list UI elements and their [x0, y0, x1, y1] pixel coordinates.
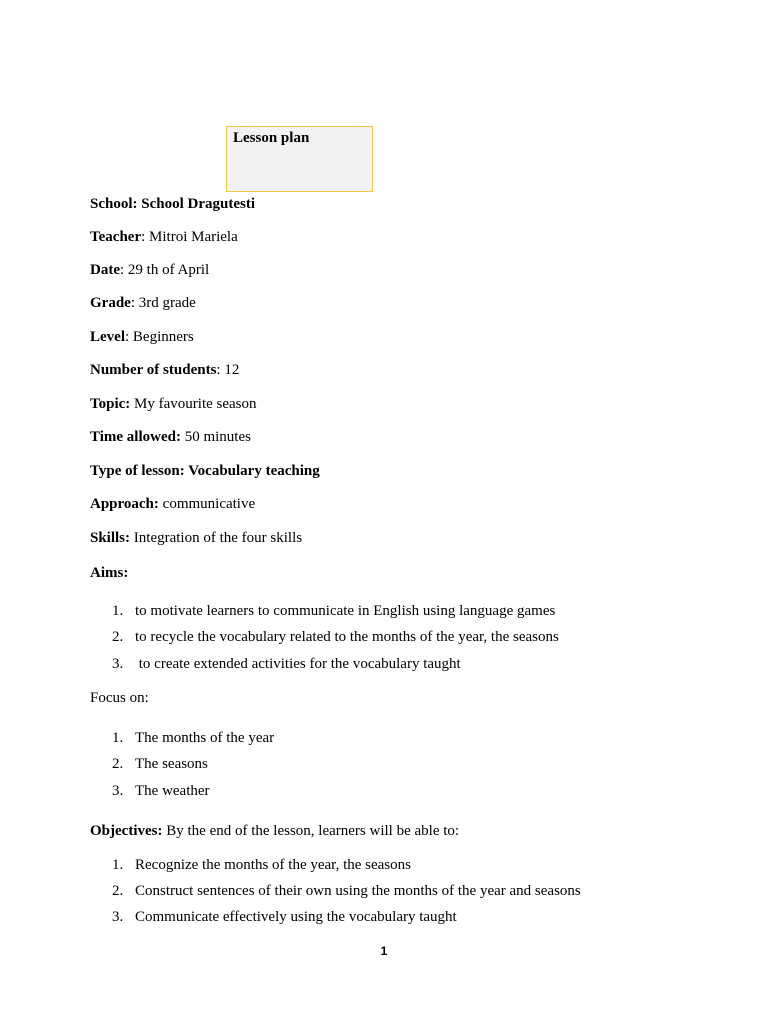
grade-label: Grade — [90, 295, 131, 311]
time-field — [90, 428, 251, 446]
level-label: Level — [90, 329, 125, 345]
approach-label: Approach: — [90, 496, 159, 512]
date-value: : 29 th of April — [120, 262, 210, 278]
topic-value: My favourite season — [130, 396, 257, 412]
topic-label: Topic: — [90, 396, 131, 412]
list-text: Recognize the months of the year, the seasons — [135, 857, 411, 873]
list-number: 1. — [112, 857, 124, 873]
list-text: The months of the year — [135, 730, 275, 746]
teacher-label: Teacher — [90, 229, 142, 245]
list-number: 3. — [112, 909, 124, 925]
list-number: 2. — [112, 883, 124, 899]
aims-heading: Aims: — [90, 565, 129, 581]
list-number: 2. — [112, 756, 124, 772]
level-field — [90, 328, 194, 346]
list-text: Communicate effectively using the vocabulary taught — [135, 909, 457, 925]
date-field — [90, 261, 209, 279]
objectives-label: Objectives: — [90, 823, 163, 839]
skills-label: Skills: — [90, 530, 131, 546]
teacher-field — [90, 228, 238, 246]
list-number: 1. — [112, 603, 124, 619]
objectives-field — [90, 822, 459, 840]
title-box — [226, 126, 373, 192]
list-text: to create extended activities for the vocabulary taught — [135, 656, 461, 672]
time-label: Time allowed: — [90, 429, 181, 445]
school-field: School: School Dragutesti — [90, 196, 255, 212]
approach-value: communicative — [158, 496, 256, 512]
list-number: 2. — [112, 629, 124, 645]
grade-value: : 3rd grade — [130, 295, 196, 311]
list-number: 1. — [112, 730, 124, 746]
skills-value: Integration of the four skills — [130, 530, 303, 546]
teacher-value: : Mitroi Mariela — [141, 229, 238, 245]
students-value: : 12 — [216, 362, 240, 378]
students-label: Number of students — [90, 362, 217, 378]
objectives-value: By the end of the lesson, learners will be able to: — [162, 823, 460, 839]
list-text: to motivate learners to communicate in English using language games — [135, 603, 556, 619]
students-field — [90, 361, 239, 379]
topic-field — [90, 395, 257, 413]
page-title: Lesson plan — [233, 130, 310, 146]
grade-field — [90, 294, 196, 312]
list-number: 3. — [112, 656, 124, 672]
lesson-type-field: Type of lesson: Vocabulary teaching — [90, 463, 320, 479]
list-text: to recycle the vocabulary related to the months of the year, the seasons — [135, 629, 559, 645]
list-text: The seasons — [135, 756, 208, 772]
focus-heading: Focus on: — [90, 690, 149, 706]
approach-field — [90, 495, 255, 513]
list-number: 3. — [112, 783, 124, 799]
date-label: Date — [90, 262, 120, 278]
time-value: 50 minutes — [180, 429, 251, 445]
list-text: The weather — [135, 783, 210, 799]
list-text: Construct sentences of their own using the months of the year and seasons — [135, 883, 581, 899]
level-value: : Beginners — [125, 329, 194, 345]
skills-field — [90, 529, 302, 547]
page-number: 1 — [380, 944, 388, 958]
